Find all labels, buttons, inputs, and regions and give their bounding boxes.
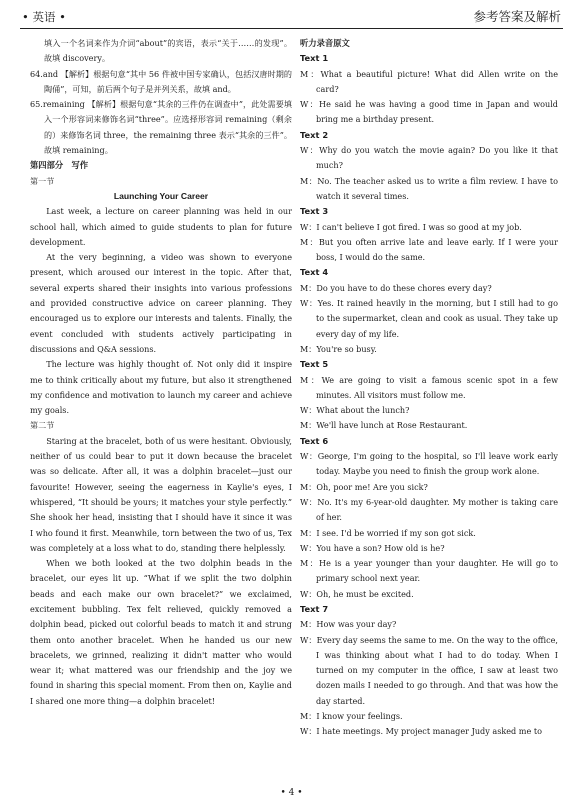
answer-line: 填入一个名词来作为介词“about”的宾语，表示“关于……的发现”。故填 discovery。 [44, 38, 292, 64]
right-column [300, 36, 558, 740]
dialogue-line: M：We are going to visit a famous scenic spot in a few minutes. All visitors must follow me. [300, 374, 558, 400]
dialogue-line: W：What about the lunch? [300, 405, 410, 416]
dialogue-line: W：No. It's my 6-year-old daughter. My mother is taking care of her. [300, 496, 558, 523]
dialogue-line: M：He is a year younger than your daughter. He will go to primary school next year. [300, 558, 558, 584]
dialogue-line: W：Yes. It rained heavily in the morning, but I still had to go to the supermarket, clean and cook as usual. They take up every day of my life. [300, 298, 558, 339]
text-label: Text 5 [300, 359, 329, 370]
essay-title: Launching Your Career [113, 190, 209, 201]
dialogue-line: M：Oh, poor me! Are you sick? [300, 481, 428, 492]
dialogue-line: M：No. The teacher asked us to write a film review. I have to watch it several times. [300, 175, 558, 201]
story-paragraph: Staring at the bracelet, both of us were hesitant. Obviously, neither of us could bear to put it down because the bracelet was so delicate. After all, it was a dolphin bracelet—just our favourite! However, seeing the eagerness in Kaylie's eyes, I whispered, “It should be yours; it matches your style perfectly.” She shook her head, insisting that I should have it since it was I who found it first. Meanwhile, torn between the two of us, Tex was completely at a loss what to do, standing there helplessly. [30, 435, 292, 553]
listening-transcript-title: 听力录音原文 [300, 38, 350, 48]
answer-text: and 【解析】根据句意“其中 56 件被中国专家确认，包括汉唐时期的陶俑”，可知，前后两个句子是并列关系，故填 and。 [42, 68, 292, 94]
text-label: Text 2 [300, 129, 329, 140]
essay-paragraph: Last week, a lecture on career planning was held in our school hall, which aimed to guide students to plan for future development. [30, 206, 292, 247]
dialogue-line: M：What a beautiful picture! What did Allen write on the card? [300, 68, 558, 94]
dialogue-line: M：We'll have lunch at Rose Restaurant. [300, 420, 468, 431]
dialogue-line: W：George, I'm going to the hospital, so I'll leave work early today. Maybe you need to finish the group work alone. [300, 451, 558, 477]
text-label: Text 1 [300, 53, 329, 64]
essay-paragraph: At the very beginning, a video was shown to everyone present, which aroused our interest in the topic. After that, several experts shared their insights into various professions and provided constructive advice on career planning. They encouraged us to explore our interests and talents. Finally, the event concluded with students actively participating in discussions and Q&A sessions. [30, 252, 292, 354]
text-label: Text 6 [300, 435, 329, 446]
text-label: Text 4 [300, 267, 329, 278]
story-paragraph: When we both looked at the two dolphin beads in the bracelet, our eyes lit up. “What if we split the two dolphin beads and each make our own bracelet?” we exclaimed, excitement bubbling. Tex felt relieved, quickly removed a dolphin bead, picked out colorful beads to match it and strung them onto another bracelet. When he handed us our new bracelets, we grinned, realizing it didn't matter who would wear it; what mattered was our friendship and the joy we found in sharing this special moment. From then on, Kaylie and I shared one more thing—a dolphin bracelet! [30, 558, 292, 706]
subject-label: • 英语 • [22, 10, 66, 24]
page-number: • 4 • [280, 788, 303, 798]
page-header [20, 6, 563, 29]
dialogue-line: M：I see. I'd be worried if my son got sick. [300, 527, 476, 538]
dialogue-line: W：He said he was having a good time in Japan and would bring me a birthday present. [300, 99, 558, 125]
part-title: 第四部分 写作 [30, 160, 89, 171]
dialogue-line: W：Oh, he must be excited. [300, 588, 414, 599]
dialogue-line: W：Why do you watch the movie again? Do you like it that much? [300, 145, 558, 171]
answer-text: remaining 【解析】根据句意“其余的三件仍在调查中”，此处需要填入一个形容词来修饰名词“three”。应选择形容词 remaining（剩余的）来修饰名词 three，the remaining three 表示“其余的三件”。故填 remaining。 [42, 99, 292, 156]
dialogue-line: W：I hate meetings. My project manager Judy asked me to [300, 726, 542, 737]
dialogue-line: W：You have a son? How old is he? [300, 542, 445, 553]
answer-key-title: 参考答案及解析 [473, 9, 561, 24]
left-column [30, 36, 292, 709]
answer-number: 65. [30, 99, 43, 110]
answer-line [30, 67, 292, 98]
essay-paragraph: The lecture was highly thought of. Not only did it inspire me to think critically about my future, but also it strengthened my confidence and motivation to launch my career and achieve my goals. [30, 359, 292, 416]
dialogue-line: M：I know your feelings. [300, 711, 403, 722]
dialogue-line: M：You're so busy. [300, 343, 377, 354]
section-title: 第二节 [30, 420, 55, 431]
dialogue-line: M：How was your day? [300, 619, 397, 630]
dialogue-line: M：But you often arrive late and leave early. If I were your boss, I would do the same. [300, 236, 558, 263]
dialogue-line: W：Every day seems the same to me. On the way to the office, I was thinking about what I had to do today. When I turned on my computer in the office, I saw at least two dozen mails I needed to go through. And that was how the day started. [300, 634, 558, 706]
dialogue-line: W：I can't believe I got fired. I was so good at my job. [300, 221, 522, 232]
answer-number: 64. [30, 68, 43, 79]
dialogue-line: M：Do you have to do these chores every day? [300, 282, 492, 293]
section-title: 第一节 [30, 175, 55, 186]
answer-line [30, 97, 292, 158]
text-label: Text 3 [300, 206, 329, 217]
text-label: Text 7 [300, 603, 329, 614]
